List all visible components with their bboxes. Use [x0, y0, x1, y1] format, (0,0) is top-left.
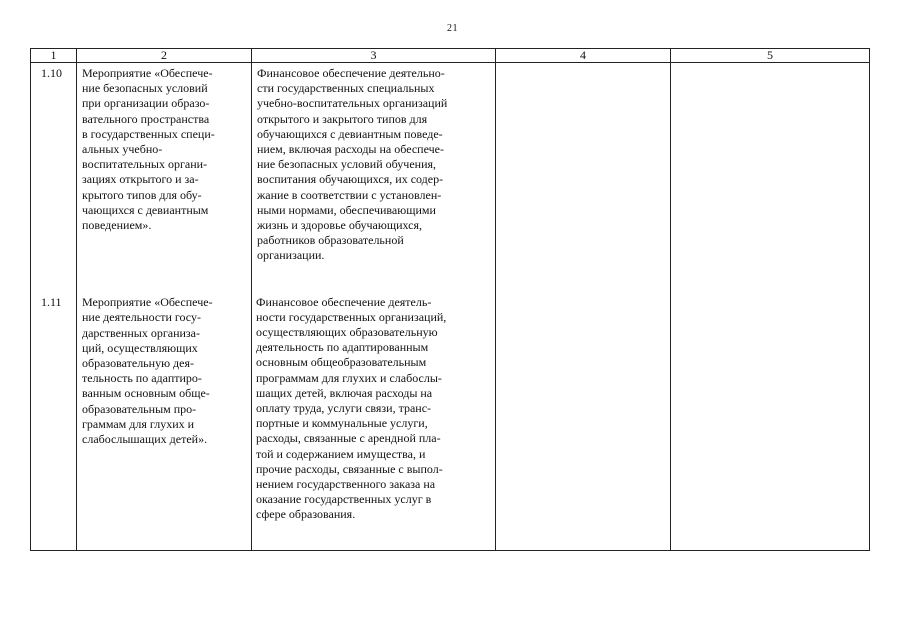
- description-column: [252, 63, 496, 551]
- text-line: воспитательных органи-: [82, 157, 208, 172]
- description-text-1-11: [252, 292, 495, 523]
- text-line: вательного пространства: [82, 111, 210, 126]
- event-text-1-10: [77, 63, 251, 233]
- text-line: чающихся с девиантным: [82, 202, 209, 217]
- text-line: ние деятельности госу-: [82, 310, 201, 325]
- text-line: слабослышащих детей».: [82, 432, 208, 447]
- text-line: открытого и закрытого типов для: [257, 111, 428, 126]
- number-column: [31, 63, 77, 551]
- description-text-1-10: [252, 63, 495, 264]
- column-4-cell: [496, 63, 671, 551]
- text-line: сти государственных специальных: [257, 81, 435, 96]
- text-line: оплату труда, услуги связи, транс-: [256, 401, 432, 416]
- text-line: осуществляющих образовательную: [256, 325, 438, 340]
- text-line: образовательную дея-: [82, 356, 194, 371]
- text-line: крытого типов для обу-: [82, 187, 202, 202]
- text-line: ние безопасных условий: [82, 81, 208, 96]
- text-line: нением государственного заказа на: [256, 477, 436, 492]
- header-col-5: 5: [671, 49, 870, 63]
- event-column: [77, 63, 252, 551]
- text-line: той и содержанием имущества, и: [256, 446, 426, 461]
- text-line: портные и коммунальные услуги,: [256, 416, 428, 431]
- text-line: шащих детей, включая расходы на: [256, 385, 433, 400]
- text-line: ванным основным обще-: [82, 386, 210, 401]
- measures-table: [30, 48, 870, 551]
- text-line: граммам для глухих и: [82, 416, 195, 431]
- text-line: сфере образования.: [256, 507, 356, 522]
- table-row: [31, 63, 870, 551]
- text-line: деятельность по адаптированным: [256, 340, 429, 355]
- text-line: ций, осуществляющих: [82, 340, 198, 355]
- text-line: ние безопасных условий обучения,: [257, 157, 437, 172]
- header-col-1: 1: [31, 49, 77, 63]
- text-line: образовательным про-: [82, 401, 197, 416]
- text-line: зациях открытого и за-: [82, 172, 199, 187]
- header-row: [31, 49, 870, 63]
- text-line: нием, включая расходы на обеспече-: [257, 142, 444, 157]
- text-line: жание в соответствии с установлен-: [257, 187, 442, 202]
- header-col-2: 2: [77, 49, 252, 63]
- event-text-1-11: [77, 292, 251, 447]
- text-line: Мероприятие «Обеспече-: [82, 66, 213, 80]
- column-5-cell: [671, 63, 870, 551]
- row-number-1-11: 1.11: [41, 295, 62, 310]
- text-line: тельность по адаптиро-: [82, 371, 202, 386]
- text-line: жизнь и здоровье обучающихся,: [257, 218, 422, 233]
- text-line: расходы, связанные с арендной пла-: [256, 431, 441, 446]
- text-line: обучающихся с девиантным поведе-: [257, 126, 443, 141]
- text-line: Финансовое обеспечение деятель-: [256, 294, 432, 309]
- header-col-4: 4: [496, 49, 671, 63]
- text-line: прочие расходы, связанные с выпол-: [256, 461, 443, 476]
- row-number-1-10: 1.10: [41, 66, 62, 80]
- page-number: 21: [447, 23, 458, 34]
- text-line: дарственных организа-: [82, 325, 200, 340]
- header-col-3: 3: [252, 49, 496, 63]
- text-line: программам для глухих и слабослы-: [256, 370, 442, 385]
- text-line: воспитания обучающихся, их содер-: [257, 172, 444, 187]
- text-line: основным общеобразовательным: [256, 355, 427, 370]
- text-line: при организации образо-: [82, 96, 210, 111]
- text-line: альных учебно-: [82, 142, 163, 157]
- text-line: организации.: [257, 248, 325, 263]
- text-line: поведением».: [82, 218, 152, 233]
- text-line: ными нормами, обеспечивающими: [257, 202, 436, 217]
- text-line: в государственных специ-: [82, 126, 215, 141]
- text-line: работников образовательной: [257, 233, 404, 248]
- text-line: Финансовое обеспечение деятельно-: [257, 66, 445, 80]
- text-line: Мероприятие «Обеспече-: [82, 295, 213, 310]
- text-line: учебно-воспитательных организаций: [257, 96, 448, 111]
- text-line: ности государственных организаций,: [256, 309, 447, 324]
- text-line: оказание государственных услуг в: [256, 492, 432, 507]
